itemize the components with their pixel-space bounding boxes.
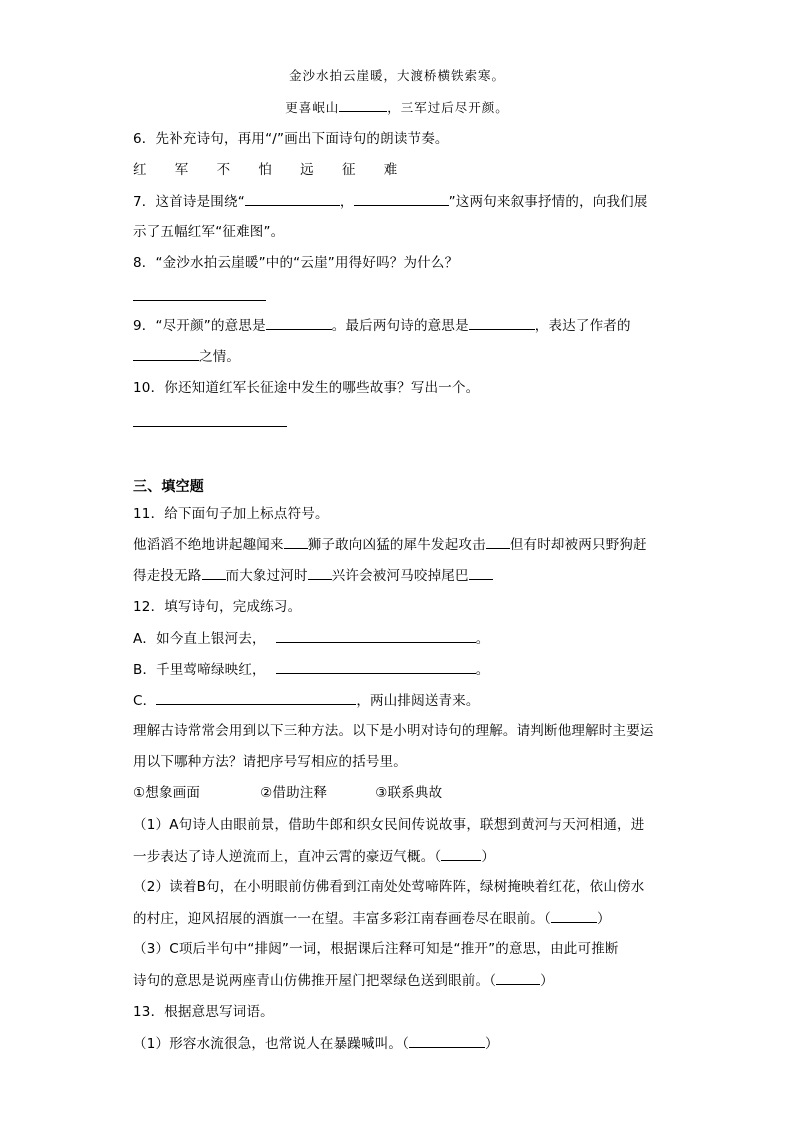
q12-part-3-line-1: （3）C项后半句中“排闼”一词，根据课后注释可知是“推开”的意思，由此可推断 xyxy=(133,941,619,957)
q12-p2-text: 的村庄，迎风招展的酒旗一一在望。丰富多彩江南春画卷尽在眼前。（ xyxy=(133,911,551,927)
question-7-line-1 xyxy=(133,191,648,212)
q11-sentence-line-2 xyxy=(133,565,493,586)
q11-blank-3[interactable] xyxy=(202,565,226,580)
q12-intro-line-1: 理解古诗常常会用到以下三种方法。以下是小明对诗句的理解。请判断他理解时主要运 xyxy=(133,723,654,739)
q12-p2-blank[interactable] xyxy=(551,908,597,923)
q13-p1-text: （1）形容水流很急，也常说人在暴躁喊叫。（ xyxy=(133,1036,410,1052)
q13-p1-end: ） xyxy=(485,1036,499,1052)
q12-item-a xyxy=(133,628,489,649)
question-7-line-2: 示了五幅红军“征难图”。 xyxy=(133,224,285,240)
poem-line-2 xyxy=(0,97,794,118)
q7-end: ”这两句来叙事抒情的，向我们展 xyxy=(448,194,648,210)
q13-p1-blank[interactable] xyxy=(409,1033,485,1048)
poem-line-2-start: 更喜岷山 xyxy=(285,100,340,115)
q12-b-blank[interactable] xyxy=(276,659,476,674)
method-1: ①想象画面 xyxy=(133,785,201,801)
q12-a-end: 。 xyxy=(475,631,490,647)
question-8: 8．“金沙水拍云崖暖”中的“云崖”用得好吗？为什么？ xyxy=(133,255,459,271)
q11-s3: 但有时却被两只野狗赶 xyxy=(509,537,647,553)
q9-blank-2[interactable] xyxy=(469,315,535,330)
q13-part-1 xyxy=(133,1033,499,1054)
q11-s2: 狮子敢向凶猛的犀牛发起攻击 xyxy=(307,537,486,553)
q12-methods xyxy=(133,783,442,803)
q12-item-c xyxy=(133,690,480,711)
method-3: ③联系典故 xyxy=(375,785,443,801)
poem-line-1: 金沙水拍云崖暖，大渡桥横铁索寒。 xyxy=(288,68,505,83)
q9-b: 。最后两句诗的意思是 xyxy=(331,318,469,334)
q12-c-end: ，两山排闼送青来。 xyxy=(356,693,480,709)
q12-a-blank[interactable] xyxy=(276,628,476,643)
q7-start: 7．这首诗是围绕“ xyxy=(133,194,245,210)
q9-blank-1[interactable] xyxy=(266,315,332,330)
q7-blank-1[interactable] xyxy=(245,191,340,206)
q11-blank-4[interactable] xyxy=(308,565,332,580)
q12-part-2-line-1: （2）读着B句，在小明眼前仿佛看到江南处处莺啼阵阵，绿树掩映着红花，依山傍水 xyxy=(133,879,645,895)
q12-c-label: C． xyxy=(133,693,157,709)
q12-b-end: 。 xyxy=(475,662,490,678)
q7-blank-2[interactable] xyxy=(354,191,449,206)
question-6-verse: 红 军 不 怕 远 征 难 xyxy=(133,162,410,178)
q12-a-label: A．如今直上银河去， xyxy=(133,631,266,647)
question-11: 11．给下面句子加上标点符号。 xyxy=(133,506,329,522)
q12-intro-line-2: 用以下哪种方法？请把序号写相应的括号里。 xyxy=(133,754,407,770)
poem-line-2-end: ，三军过后尽开颜。 xyxy=(387,100,509,115)
q8-answer-line[interactable] xyxy=(133,300,266,301)
question-9-line-1 xyxy=(133,315,631,336)
question-12: 12．填写诗句，完成练习。 xyxy=(133,599,302,615)
question-10: 10．你还知道红军长征途中发生的哪些故事？写出一个。 xyxy=(133,380,480,396)
q12-p1-blank[interactable] xyxy=(441,846,481,861)
section-3-title: 三、填空题 xyxy=(133,479,204,495)
method-2: ②借助注释 xyxy=(260,785,328,801)
q12-part-3-line-2 xyxy=(133,970,554,991)
q12-p3-text: 诗句的意思是说两座青山仿佛推开屋门把翠绿色送到眼前。（ xyxy=(133,973,497,989)
q12-part-2-line-2 xyxy=(133,908,611,929)
q9-blank-3[interactable] xyxy=(133,346,199,361)
q11-s4: 得走投无路 xyxy=(133,568,202,584)
q12-p2-end: ） xyxy=(596,911,611,927)
q11-blank-5[interactable] xyxy=(469,565,493,580)
q12-p3-blank[interactable] xyxy=(496,970,540,985)
q7-mid: ， xyxy=(339,194,354,210)
q11-s6: 兴许会被河马咬掉尾巴 xyxy=(331,568,469,584)
q12-p3-end: ） xyxy=(540,973,554,989)
q11-blank-1[interactable] xyxy=(284,534,308,549)
q9-a: 9．“尽开颜”的意思是 xyxy=(133,318,266,334)
q12-c-blank[interactable] xyxy=(156,690,356,705)
question-9-line-2 xyxy=(133,346,240,367)
poem-blank[interactable] xyxy=(339,97,387,112)
q12-b-label: B．千里莺啼绿映红， xyxy=(133,662,266,678)
q10-answer-line[interactable] xyxy=(133,426,287,427)
question-6: 6．先补充诗句，再用“/”画出下面诗句的朗读节奏。 xyxy=(133,131,449,147)
q11-sentence-line-1 xyxy=(133,534,647,555)
q12-p1-text: 一步表达了诗人逆流而上，直冲云霄的豪迈气概。（ xyxy=(133,849,442,865)
q11-s5: 而大象过河时 xyxy=(225,568,308,584)
question-13: 13．根据意思写词语。 xyxy=(133,1004,274,1020)
q9-c: ，表达了作者的 xyxy=(534,318,631,334)
q12-p1-end: ） xyxy=(481,849,496,865)
q12-part-1-line-2 xyxy=(133,846,495,867)
q9-d: 之情。 xyxy=(199,349,241,365)
q12-item-b xyxy=(133,659,489,680)
q12-part-1-line-1: （1）A句诗人由眼前景，借助牛郎和织女民间传说故事，联想到黄河与天河相通，进 xyxy=(133,817,645,833)
q11-blank-2[interactable] xyxy=(486,534,510,549)
q11-s1: 他滔滔不绝地讲起趣闻来 xyxy=(133,537,284,553)
